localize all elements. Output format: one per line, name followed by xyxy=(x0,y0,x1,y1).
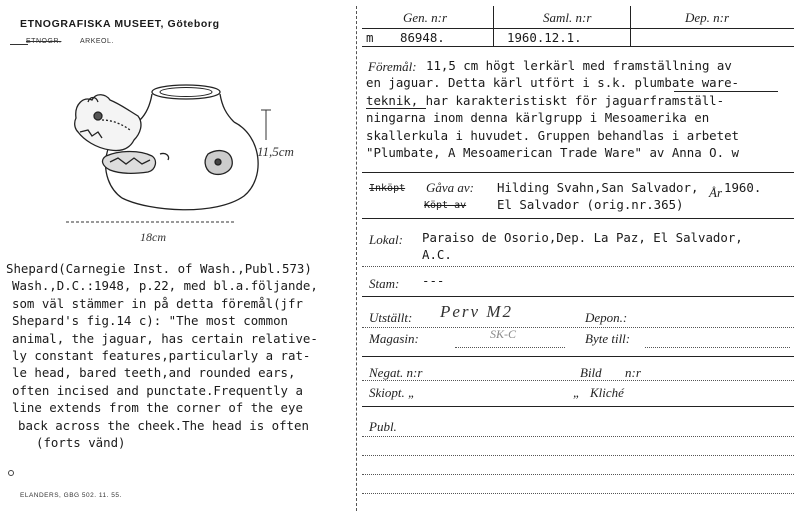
lokal-value: A.C. xyxy=(422,247,452,262)
kliche-mark: „ xyxy=(573,385,581,400)
ref-line: Shepard's fig.14 c): "The most common xyxy=(12,313,289,329)
column-divider xyxy=(630,6,631,46)
foremal-line: teknik, har karakteristiskt för jaguarframställ- xyxy=(366,92,725,108)
rule xyxy=(362,474,794,475)
utstallt-value: Perv M2 xyxy=(440,302,514,321)
ref-line: le head, bared teeth,and rounded ears, xyxy=(12,365,296,381)
jaguar-head xyxy=(75,95,141,151)
width-label: 18cm xyxy=(140,230,166,244)
foremal-line: en jaguar. Detta kärl utfört i s.k. plumbate ware- xyxy=(366,75,739,91)
magasin-value: SK-C xyxy=(490,327,517,341)
ar-label: År xyxy=(709,185,722,200)
ref-line: ly constant features,particularly a rat- xyxy=(12,348,311,364)
kliche-label: Kliché xyxy=(590,385,624,400)
header-dash xyxy=(10,44,28,45)
bild-nr-label: n:r xyxy=(625,365,641,380)
rule xyxy=(362,172,794,173)
foremal-line: ningarna inom denna kärlgrupp i Mesoamerika en xyxy=(366,110,710,126)
utstallt-label: Utställt: xyxy=(369,310,413,325)
foremal-text xyxy=(366,57,739,161)
column-divider xyxy=(493,6,494,46)
reference-text xyxy=(6,260,318,451)
underline-mark xyxy=(366,108,426,109)
punch-hole xyxy=(8,470,14,476)
rule xyxy=(362,493,794,494)
year-value: 1960. xyxy=(724,180,762,195)
negat-label: Negat. n:r xyxy=(369,365,423,380)
rule xyxy=(362,455,794,456)
dep-nr-label: Dep. n:r xyxy=(685,10,730,25)
bild-label: Bild xyxy=(580,365,602,380)
rule xyxy=(362,356,794,357)
dept-struck: ETNOGR. xyxy=(26,38,62,45)
ref-line: animal, the jaguar, has certain relative- xyxy=(12,330,318,346)
gava-label: Gåva av: xyxy=(426,180,475,195)
ref-line: back across the cheek.The head is often xyxy=(18,417,309,433)
ref-line: (forts vänd) xyxy=(36,435,126,451)
foremal-line: skallerkula i huvudet. Gruppen behandlas i arbetet xyxy=(366,127,739,143)
saml-nr-label: Saml. n:r xyxy=(543,10,592,25)
rule xyxy=(645,347,790,348)
rule xyxy=(362,436,794,437)
rule xyxy=(362,266,794,267)
gen-nr-label: Gen. n:r xyxy=(403,10,448,25)
donor-value: Hilding Svahn,San Salvador, xyxy=(497,180,699,195)
lokal-value: Paraiso de Osorio,Dep. La Paz, El Salvador, xyxy=(422,230,743,245)
ref-line: often incised and punctate.Frequently a xyxy=(12,382,303,398)
depon-label: Depon.: xyxy=(585,310,628,325)
rule xyxy=(455,347,565,348)
rule xyxy=(362,380,794,381)
card-fold-line xyxy=(356,6,357,511)
jaguar-vessel-drawing xyxy=(40,70,300,250)
underline-mark xyxy=(674,91,778,92)
stam-label: Stam: xyxy=(369,276,400,291)
ref-line: line extends from the corner of the eye xyxy=(12,400,303,416)
publ-label: Publ. xyxy=(369,419,397,434)
museum-name: ETNOGRAFISKA MUSEET, Göteborg xyxy=(20,18,220,30)
gen-nr-value: 86948. xyxy=(400,30,445,45)
byte-label: Byte till: xyxy=(585,331,631,346)
vessel-rim-inner xyxy=(160,88,212,97)
gava-struck: Inköpt xyxy=(369,183,406,194)
jaguar-eye xyxy=(94,112,102,120)
m-mark: m xyxy=(366,30,374,45)
rule xyxy=(362,296,794,297)
ref-line: Shepard(Carnegie Inst. of Wash.,Publ.573) xyxy=(6,261,312,276)
magasin-label: Magasin: xyxy=(369,331,419,346)
ref-line: som väl stämmer in på detta föremål(jfr xyxy=(12,295,303,311)
ref-line: Wash.,D.C.:1948, p.22, med bl.a.följande, xyxy=(12,278,318,294)
struck-mark: Köpt av xyxy=(424,200,467,211)
foremal-line: "Plumbate, A Mesoamerican Trade Ware" av Anna O. w xyxy=(366,145,739,161)
skiopt-label: Skiopt. „ xyxy=(369,385,416,400)
printer-mark: ELANDERS, GBG 502. 11. 55. xyxy=(20,492,122,499)
rule xyxy=(362,327,794,328)
vessel-neck-right xyxy=(220,94,234,122)
rule xyxy=(362,406,794,407)
lokal-label: Lokal: xyxy=(369,232,403,247)
saml-nr-value: 1960.12.1. xyxy=(507,30,582,45)
rule xyxy=(362,218,794,219)
foremal-line: 11,5 cm högt lerkärl med framställning av xyxy=(426,58,732,73)
height-label: 11,5cm xyxy=(257,144,294,159)
dept-label: ARKEOL. xyxy=(80,38,114,45)
vessel-neck-left xyxy=(140,94,152,120)
foremal-label: Föremål: xyxy=(368,59,417,74)
donor-line2: El Salvador (orig.nr.365) xyxy=(497,197,684,212)
stam-value: --- xyxy=(422,273,445,288)
